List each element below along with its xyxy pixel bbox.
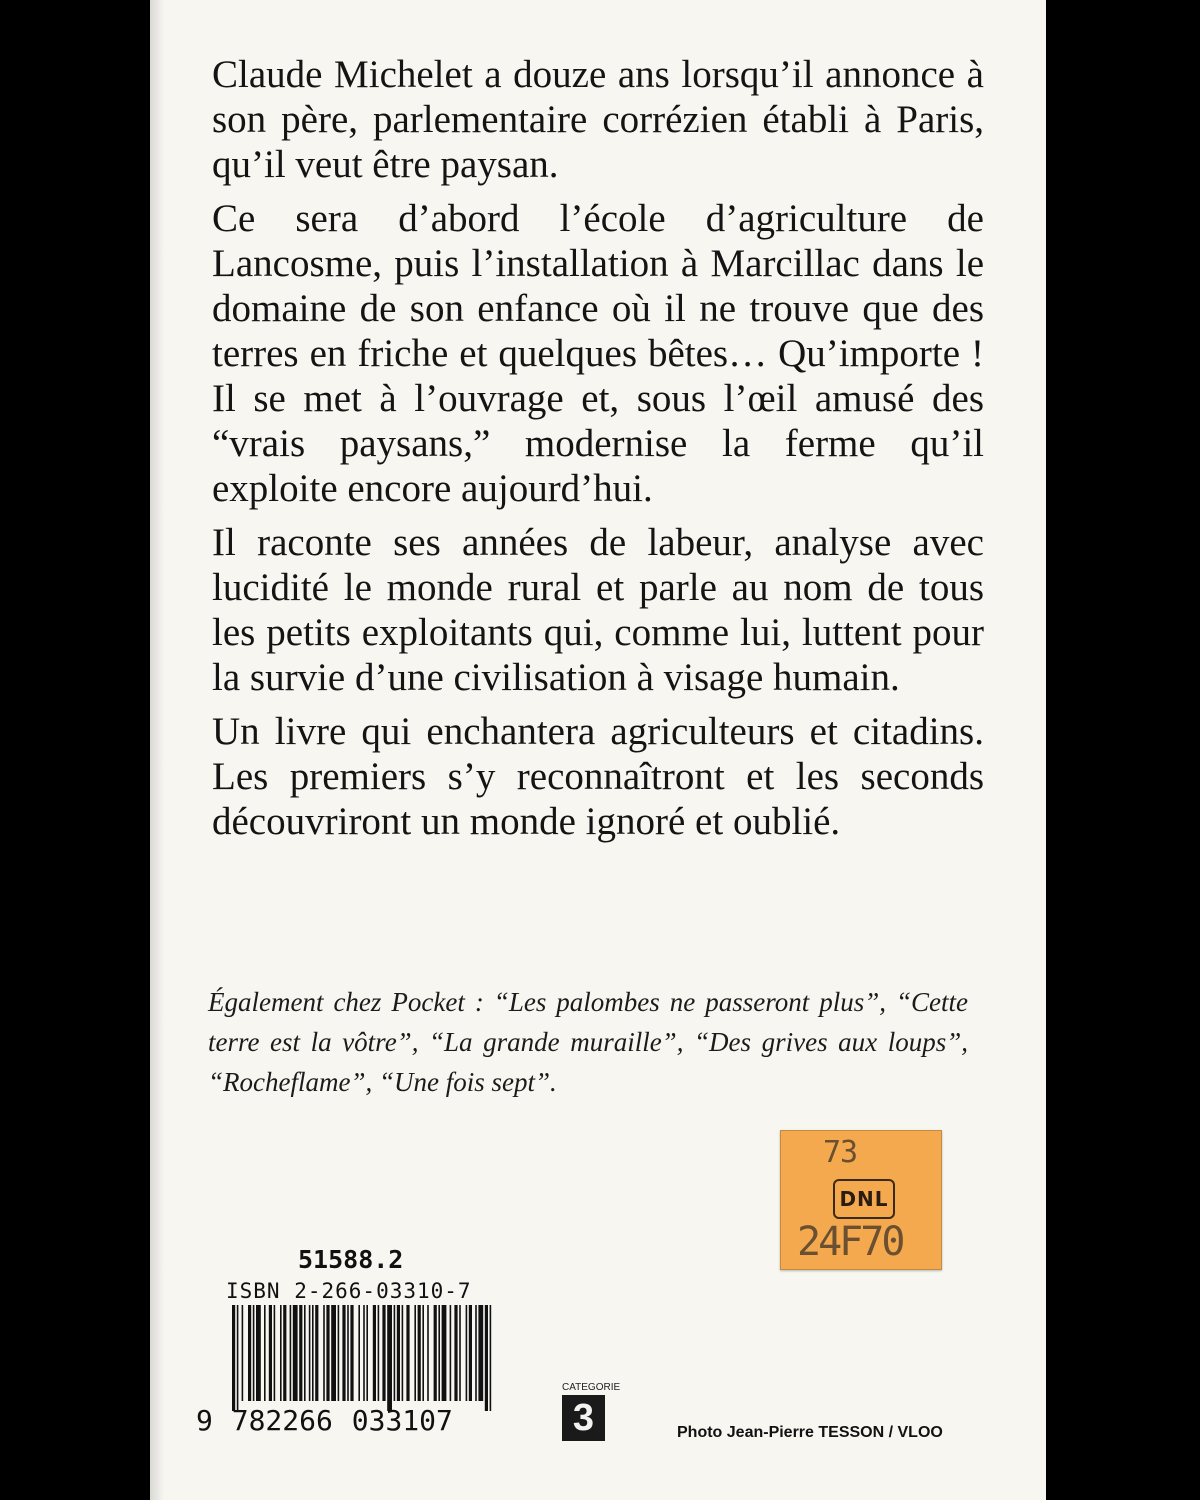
barcode-bar: [418, 1305, 421, 1401]
barcode-bar: [363, 1305, 365, 1401]
barcode-bar: [299, 1305, 302, 1401]
barcode-bar: [280, 1305, 282, 1401]
barcode-bar: [427, 1305, 429, 1401]
barcode-bar: [290, 1305, 292, 1401]
barcode-bar: [469, 1305, 472, 1401]
barcode-bar: [402, 1305, 404, 1401]
barcode-bar: [331, 1305, 336, 1401]
barcode-bar: [256, 1305, 261, 1401]
also-available-note: Également chez Pocket : “Les palombes ne passeront plus”, “Cette terre est la vôtre”, “La grande muraille”, “Des grives aux loups”, “Rocheflame”, “Une fois sept”.: [208, 987, 968, 1097]
barcode: [230, 1305, 492, 1411]
barcode-bar: [326, 1305, 329, 1401]
barcode-bar: [397, 1305, 400, 1401]
blurb-paragraph-1: Claude Michelet a douze ans lorsqu’il annonce à son père, parlementaire corrézien établi à Paris, qu’il veut être paysan.: [212, 53, 984, 186]
barcode-bar: [323, 1305, 325, 1401]
barcode-bar: [253, 1305, 255, 1401]
barcode-bar: [459, 1305, 461, 1401]
barcode-bar: [312, 1305, 314, 1401]
barcode-bar: [342, 1305, 345, 1401]
reference-number: 51588.2: [298, 1245, 404, 1274]
barcode-bar: [347, 1305, 349, 1401]
barcode-bar: [293, 1305, 298, 1401]
back-cover: [150, 0, 1046, 1500]
barcode-bar: [422, 1305, 424, 1401]
barcode-bar: [264, 1305, 266, 1401]
barcode-bar: [442, 1305, 447, 1401]
barcode-bar: [338, 1305, 340, 1401]
barcode-bar: [373, 1305, 376, 1401]
barcode-bar: [434, 1305, 437, 1401]
barcode-digit-prefix: 9: [196, 1404, 213, 1437]
barcode-bar: [454, 1305, 457, 1401]
category-label: CATEGORIE: [562, 1382, 621, 1393]
category-number: 3: [562, 1395, 605, 1441]
barcode-bar: [237, 1305, 239, 1411]
barcode-bar: [394, 1305, 396, 1401]
barcode-bar: [378, 1305, 380, 1401]
barcode-bar: [269, 1305, 272, 1401]
barcode-bar: [366, 1305, 368, 1401]
barcode-bar: [406, 1305, 409, 1401]
barcode-bar: [478, 1305, 483, 1401]
barcode-bar: [350, 1305, 353, 1401]
barcode-bar: [274, 1305, 276, 1401]
page-edge-shadow: [150, 0, 164, 1500]
barcode-bar: [475, 1305, 477, 1401]
barcode-bar: [283, 1305, 286, 1401]
barcode-bar: [309, 1305, 311, 1401]
barcode-digit-group-2: 033107: [351, 1404, 453, 1437]
blurb-paragraph-3: Il raconte ses années de labeur, analyse avec lucidité le monde rural et parle au nom de tous les petits exploitants qui, comme lui, luttent pour la survie d’une civilisation à visage humain.: [212, 521, 984, 699]
blurb: [212, 52, 984, 853]
barcode-bar: [315, 1305, 318, 1401]
blurb-paragraph-4: Un livre qui enchantera agriculteurs et citadins. Les premiers s’y reconnaîtront et les seconds découvriront un monde ignoré et oublié.: [212, 710, 984, 843]
isbn-number: ISBN 2-266-03310-7: [226, 1279, 472, 1303]
price-sticker: [780, 1130, 942, 1270]
barcode-bar: [248, 1305, 251, 1401]
barcode-bar: [387, 1305, 392, 1411]
barcode-bar: [414, 1305, 416, 1401]
barcode-bar: [242, 1305, 244, 1401]
barcode-bar: [466, 1305, 468, 1401]
barcode-digits: [196, 1404, 455, 1437]
barcode-bar: [438, 1305, 440, 1401]
sticker-price: 24F70: [797, 1219, 903, 1265]
barcode-bar: [450, 1305, 452, 1401]
barcode-bar: [232, 1305, 235, 1411]
barcode-digit-group-1: 782266: [231, 1404, 333, 1437]
barcode-bar: [485, 1305, 488, 1411]
barcode-bar: [358, 1305, 360, 1401]
barcode-bar: [490, 1305, 492, 1411]
barcode-bar: [382, 1305, 385, 1401]
sticker-logo: DNL: [833, 1179, 895, 1219]
sticker-code: 73: [823, 1135, 858, 1170]
blurb-paragraph-2: Ce sera d’abord l’école d’agriculture de Lancosme, puis l’installation à Marcillac dans le domaine de son enfance où il ne trouve que des terres en friche et quelques bêtes… Qu’importe ! Il se met à l’ouvrage et, sous l’œil amusé des “vrais paysans,” modernise la ferme qu’il exploite encore aujourd’hui.: [212, 197, 984, 510]
photo-credit: Photo Jean-Pierre TESSON / VLOO: [677, 1424, 943, 1441]
barcode-bar: [304, 1305, 306, 1401]
